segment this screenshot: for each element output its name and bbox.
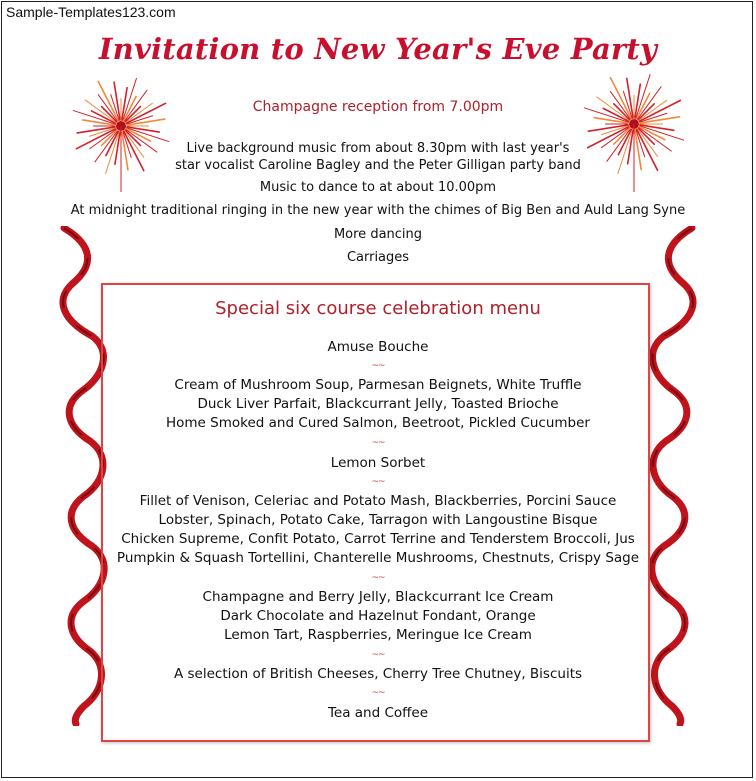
- menu-item: A selection of British Cheeses, Cherry Tree Chutney, Biscuits: [173, 666, 583, 682]
- midnight-line: At midnight traditional ringing in the new year with the chimes of Big Ben and Auld Lang Syne: [70, 203, 686, 218]
- reception-text: Champagne reception from 7.00pm: [252, 99, 504, 115]
- menu-item: Champagne and Berry Jelly, Blackcurrant Ice Cream: [202, 589, 554, 605]
- more-dancing-line: More dancing: [333, 227, 423, 242]
- menu-item: Home Smoked and Cured Salmon, Beetroot, Pickled Cucumber: [166, 415, 590, 431]
- menu-item: Lemon Tart, Raspberries, Meringue Ice Cream: [224, 627, 532, 643]
- music-line-1: Live background music from about 8.30pm with last year's: [186, 141, 570, 156]
- invitation-title: Invitation to New Year's Eve Party: [98, 32, 658, 66]
- menu-title: Special six course celebration menu: [215, 298, 541, 319]
- course-separator: ~~: [371, 477, 385, 487]
- menu-item: Lobster, Spinach, Potato Cake, Tarragon with Langoustine Bisque: [158, 512, 598, 528]
- menu-item: Chicken Supreme, Confit Potato, Carrot Terrine and Tenderstem Broccoli, Jus: [121, 531, 635, 547]
- course-separator: ~~: [371, 650, 385, 660]
- menu-item: Dark Chocolate and Hazelnut Fondant, Orange: [220, 608, 536, 624]
- music-line-2: star vocalist Caroline Bagley and the Peter Gilligan party band: [175, 158, 581, 173]
- site-watermark: Sample-Templates123.com: [6, 4, 176, 20]
- carriages-line: Carriages: [346, 250, 410, 265]
- course-separator: ~~: [371, 361, 385, 371]
- firework-left-icon: [70, 64, 172, 194]
- menu-item: Pumpkin & Squash Tortellini, Chanterelle Mushrooms, Chestnuts, Crispy Sage: [116, 550, 640, 566]
- menu-item: Amuse Bouche: [327, 339, 429, 355]
- course-separator: ~~: [371, 438, 385, 448]
- menu-item: Cream of Mushroom Soup, Parmesan Beignets, White Truffle: [174, 377, 582, 393]
- dance-line: Music to dance to at about 10.00pm: [259, 180, 497, 195]
- menu-item: Fillet of Venison, Celeriac and Potato Mash, Blackberries, Porcini Sauce: [139, 493, 617, 509]
- menu-item: Duck Liver Parfait, Blackcurrant Jelly, Toasted Brioche: [197, 396, 559, 412]
- menu-item: Lemon Sorbet: [330, 455, 426, 471]
- course-separator: ~~: [371, 573, 385, 583]
- course-separator: ~~: [371, 688, 385, 698]
- firework-right-icon: [580, 62, 688, 194]
- menu-item: Tea and Coffee: [327, 705, 429, 721]
